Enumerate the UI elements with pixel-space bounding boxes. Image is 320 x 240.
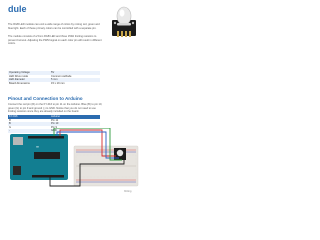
spec-label: Operating Voltage bbox=[8, 71, 50, 75]
spec-label: Board dimensions bbox=[9, 81, 30, 85]
column-header: KY-016 bbox=[8, 115, 50, 119]
svg-text:∞: ∞ bbox=[36, 144, 39, 149]
wiring-diagram bbox=[9, 125, 140, 190]
arduino-pin: Pin 10 bbox=[50, 122, 100, 126]
spec-value: 15 x 19 mm bbox=[51, 81, 65, 85]
module-pin: G bbox=[9, 125, 12, 129]
spec-label: LED Drive mode bbox=[9, 74, 29, 78]
section-paragraph: Connect the red pin (R) on the KY-016 to pin 11 on the Arduino. Blue (B) to pin 10, green (G) to pin 9 and ground (-) to GND. Notice that you do not need to use limiting resistors since they are already included on the board. bbox=[8, 103, 103, 114]
rgb-led-module-image bbox=[106, 4, 140, 40]
spec-value: 5V bbox=[50, 71, 100, 75]
arduino-pin: GND bbox=[50, 129, 100, 133]
spec-label: LED diameter bbox=[8, 78, 50, 82]
module-pin: R bbox=[9, 118, 11, 122]
spec-table bbox=[8, 71, 100, 85]
arduino-pin: Pin 9 bbox=[51, 125, 57, 129]
module-pin: - bbox=[8, 129, 50, 133]
fritzing-watermark: fritzing bbox=[124, 190, 132, 193]
page-title: dule bbox=[8, 4, 27, 14]
spec-value: 5 mm bbox=[50, 78, 100, 82]
section-heading: Pinout and Connection to Arduino bbox=[8, 96, 83, 101]
spec-value: Common cathode bbox=[51, 74, 72, 78]
document-page bbox=[0, 0, 149, 198]
arduino-pin: Pin 11 bbox=[51, 118, 59, 122]
intro-paragraph-1: The RGB LED module can emit a wide range of colors by mixing red, green and blue light. Each of these primary colors can be controlled with a separate pin. bbox=[8, 23, 100, 30]
module-pin: B bbox=[8, 122, 50, 126]
intro-paragraph-2: The module consists of a 5mm RGB LED and three 150Ω limiting resistors to prevent burnout. Adjusting the PWM signal on each color pin will result in different colors. bbox=[8, 35, 102, 46]
table-row bbox=[8, 82, 100, 86]
column-header: Arduino bbox=[50, 115, 100, 119]
